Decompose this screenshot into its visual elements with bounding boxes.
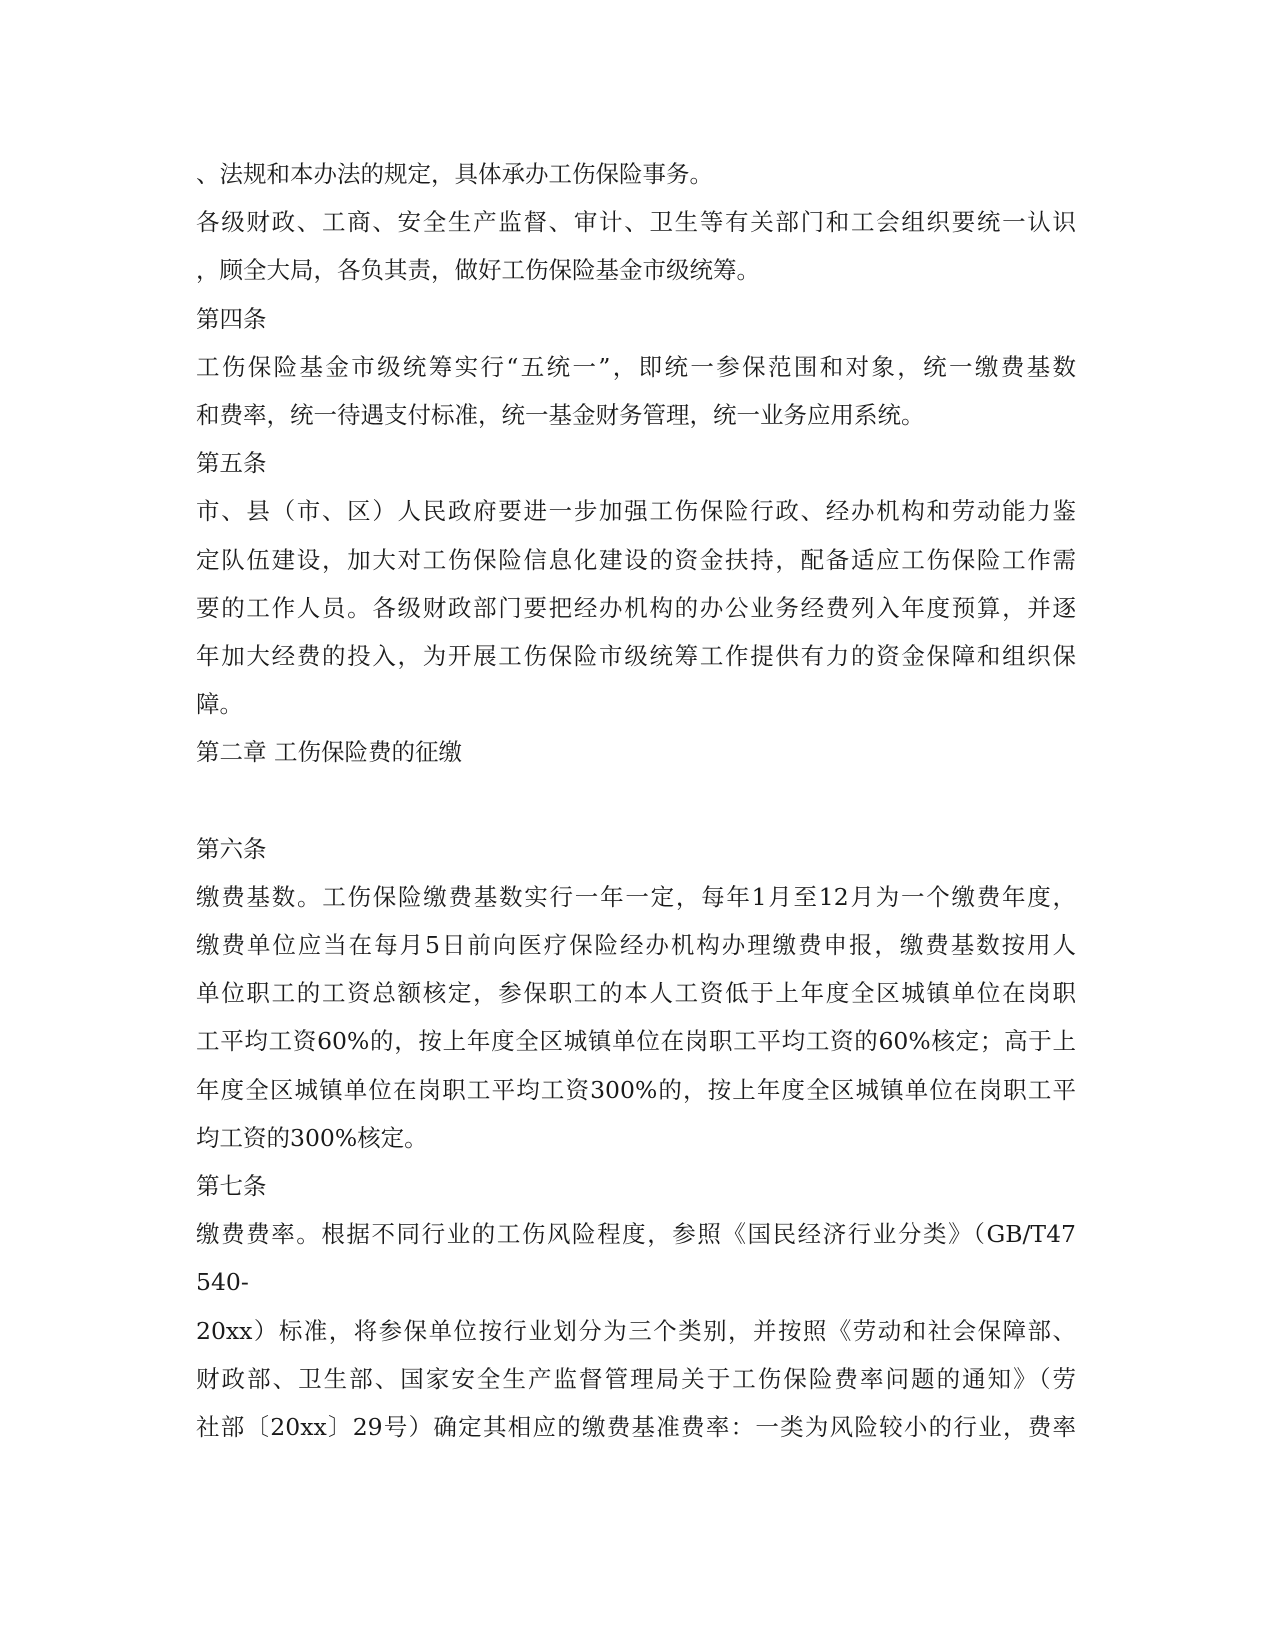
text-line: 年度全区城镇单位在岗职工平均工资300%的，按上年度全区城镇单位在岗职工平 — [196, 1075, 1076, 1104]
text-line: 缴费费率。根据不同行业的工伤风险程度，参照《国民经济行业分类》（GB/T47 — [196, 1220, 1076, 1249]
blank-line — [196, 776, 1076, 824]
text-line: 市、县（市、区）人民政府要进一步加强工伤保险行政、经办机构和劳动能力鉴 — [196, 497, 1076, 526]
text-line: 20xx）标准，将参保单位按行业划分为三个类别，并按照《劳动和社会保障部、 — [196, 1316, 1076, 1345]
article-heading: 第七条 — [196, 1171, 267, 1200]
text-line: 工伤保险基金市级统筹实行“五统一”，即统一参保范围和对象，统一缴费基数 — [196, 352, 1076, 381]
text-line: 财政部、卫生部、国家安全生产监督管理局关于工伤保险费率问题的通知》（劳 — [196, 1364, 1076, 1393]
chapter-heading: 第二章 工伤保险费的征缴 — [196, 738, 462, 767]
text-line: 定队伍建设，加大对工伤保险信息化建设的资金扶持，配备适应工伤保险工作需 — [196, 545, 1076, 574]
text-line: 各级财政、工商、安全生产监督、审计、卫生等有关部门和工会组织要统一认识 — [196, 208, 1076, 237]
article-heading: 第五条 — [196, 449, 267, 478]
text-line: 、法规和本办法的规定，具体承办工伤保险事务。 — [196, 160, 713, 188]
document-body — [196, 150, 1076, 1451]
article-heading: 第六条 — [196, 834, 267, 863]
text-line: 和费率，统一待遇支付标准，统一基金财务管理，统一业务应用系统。 — [196, 400, 925, 429]
article-heading: 第四条 — [196, 304, 267, 333]
text-line: 均工资的300%核定。 — [196, 1123, 428, 1152]
text-line: 要的工作人员。各级财政部门要把经办机构的办公业务经费列入年度预算，并逐 — [196, 593, 1076, 622]
text-line: 年加大经费的投入，为开展工伤保险市级统筹工作提供有力的资金保障和组织保 — [196, 641, 1076, 670]
text-line: 障。 — [196, 690, 243, 719]
text-line: 社部〔20xx〕29号）确定其相应的缴费基准费率：一类为风险较小的行业，费率 — [196, 1412, 1076, 1441]
text-line: 工平均工资60%的，按上年度全区城镇单位在岗职工平均工资的60%核定；高于上 — [196, 1027, 1076, 1056]
text-line: 缴费单位应当在每月5日前向医疗保险经办机构办理缴费申报，缴费基数按用人 — [196, 931, 1076, 959]
text-line: 540- — [196, 1268, 249, 1297]
text-line: ，顾全大局，各负其责，做好工伤保险基金市级统筹。 — [196, 256, 760, 285]
text-line: 缴费基数。工伤保险缴费基数实行一年一定，每年1月至12月为一个缴费年度， — [196, 882, 1076, 911]
text-line: 单位职工的工资总额核定，参保职工的本人工资低于上年度全区城镇单位在岗职 — [196, 979, 1076, 1008]
